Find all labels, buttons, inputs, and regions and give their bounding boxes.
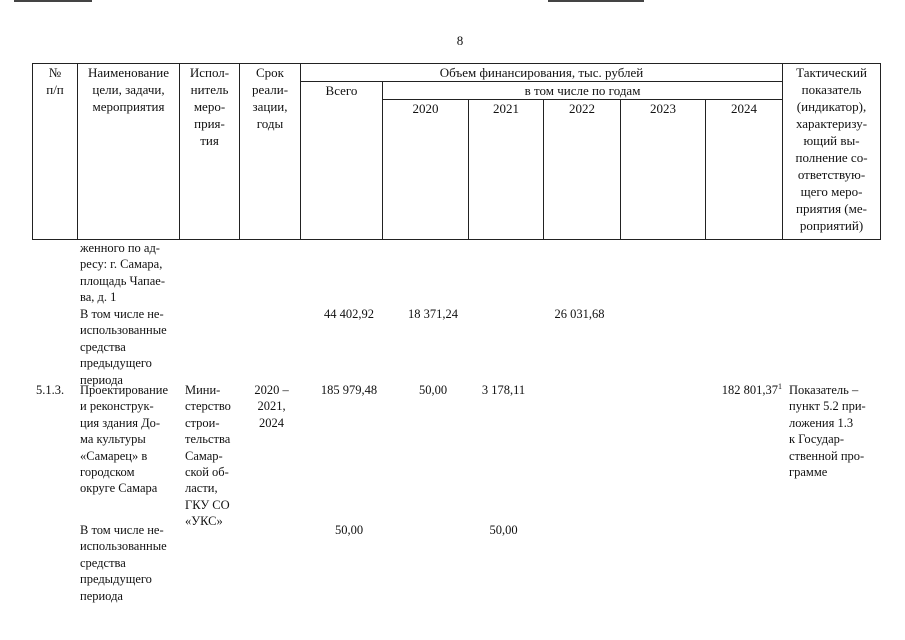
scan-artifact-line — [14, 0, 92, 2]
header-year-2024: 2024 — [706, 100, 783, 240]
row-5-1-3-name: Проектирование и реконструк- ция здания До- ма культуры «Самарец» в городском округе Самара — [80, 383, 169, 496]
header-indicator: Тактический показатель (индикатор), характеризу- ющий вы- полнение со- ответствую- щего меро- приятия (ме- роприятий) — [783, 64, 881, 240]
row-continuation-name: женного по ад- ресу: г. Самара, площадь Чапае- ва, д. 1 — [80, 241, 165, 305]
row-5-1-3-indicator: Показатель – пункт 5.2 при- ложения 1.3 к Государ- ственной про- грамме — [789, 383, 866, 480]
row-5-1-3-num: 5.1.3. — [36, 383, 65, 397]
header-year-2022: 2022 — [544, 100, 621, 240]
row-unused-1-2022: 26 031,68 — [554, 307, 605, 321]
header-year-2021: 2021 — [469, 100, 544, 240]
page-number: 8 — [456, 33, 464, 48]
header-num: № п/п — [33, 64, 78, 240]
table-header — [32, 63, 881, 240]
row-unused-1-2020: 18 371,24 — [408, 307, 458, 321]
row-5-1-3-2020: 50,00 — [418, 383, 448, 397]
row-5-1-3-2021: 3 178,11 — [481, 383, 526, 397]
header-total: Всего — [301, 82, 383, 240]
header-by-years: в том числе по годам — [383, 82, 783, 100]
row-5-1-3-total: 185 979,48 — [320, 383, 378, 397]
header-term: Срок реали- зации, годы — [240, 64, 301, 240]
row-unused-1-name: В том числе не- использованные средства предыдущего периода — [80, 307, 167, 387]
row-unused-2-name: В том числе не- использованные средства предыдущего периода — [80, 523, 167, 603]
row-unused-2-total: 50,00 — [334, 523, 364, 537]
header-year-2020: 2020 — [383, 100, 469, 240]
row-5-1-3-term: 2020 – 2021, 2024 — [254, 383, 289, 430]
header-year-2023: 2023 — [621, 100, 706, 240]
header-executor: Испол- нитель меро- прия- тия — [180, 64, 240, 240]
row-unused-2-2021: 50,00 — [489, 523, 518, 537]
row-unused-1-total: 44 402,92 — [324, 307, 374, 321]
header-name: Наименование цели, задачи, мероприятия — [78, 64, 180, 240]
header-funding: Объем финансирования, тыс. рублей — [301, 64, 783, 82]
footnote-mark: 1 — [778, 381, 782, 391]
scan-artifact-line — [548, 0, 644, 2]
row-5-1-3-2024: 182 801,37$^1$ — [721, 381, 782, 397]
row-5-1-3-executor: Мини- стерство строи- тельства Самар- ской об- ласти, ГКУ СО «УКС» — [185, 383, 231, 529]
